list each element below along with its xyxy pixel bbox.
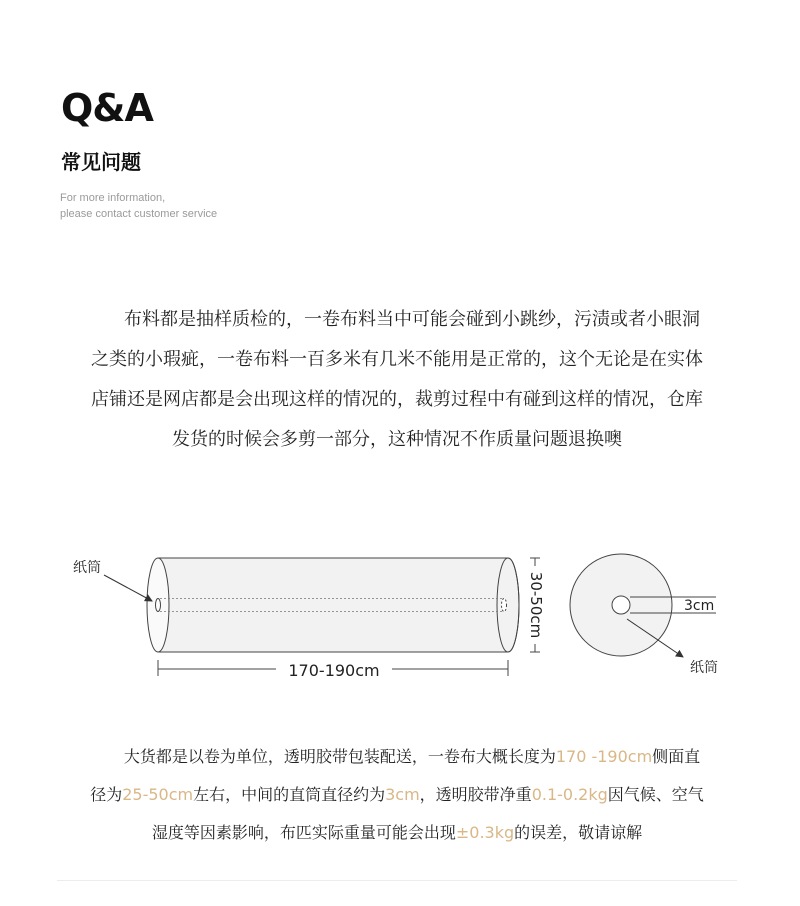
page-title: Q&A bbox=[61, 86, 153, 130]
page-subtitle: 常见问题 bbox=[61, 150, 141, 174]
tube-diameter-value: 3cm bbox=[385, 785, 420, 804]
shipping-info-text: 径为 bbox=[90, 785, 123, 804]
contact-note bbox=[60, 190, 217, 222]
tube-label-left: 纸筒 bbox=[73, 560, 101, 576]
shipping-info-text: ，透明胶带净重 bbox=[419, 785, 532, 804]
contact-note-line-2: please contact customer service bbox=[60, 208, 218, 220]
tube-label-right: 纸筒 bbox=[690, 660, 718, 676]
quality-notice-line: 店铺还是网店都是会出现这样的情况的，裁剪过程中有碰到这样的情况，仓库 bbox=[91, 389, 703, 410]
bottom-divider bbox=[57, 880, 737, 881]
shipping-info-text: 左右，中间的直筒直径约为 bbox=[193, 785, 386, 804]
shipping-info-text: 湿度等因素影响，布匹实际重量可能会出现 bbox=[151, 823, 456, 842]
shipping-info-text: 大货都是以卷为单位，透明胶带包装配送，一卷布大概长度为 bbox=[123, 747, 556, 766]
quality-notice-line: 发货的时候会多剪一部分，这种情况不作质量问题退换噢 bbox=[172, 429, 622, 450]
shipping-info-text: 侧面直 bbox=[652, 747, 701, 766]
roll-length-value: 170 -190cm bbox=[555, 747, 653, 766]
shipping-info-line bbox=[52, 776, 742, 814]
shipping-info-line bbox=[52, 738, 742, 776]
weight-tolerance-value: ±0.3kg bbox=[455, 823, 515, 842]
tape-weight-value: 0.1-0.2kg bbox=[531, 785, 608, 804]
contact-note-line-1: For more information, bbox=[60, 192, 166, 204]
height-label: 30-50cm bbox=[527, 571, 545, 639]
shipping-info-text: 因气候、空气 bbox=[607, 785, 704, 804]
shipping-info-text: 的误差，敬请谅解 bbox=[514, 823, 643, 842]
fabric-roll-diagram bbox=[0, 540, 800, 690]
quality-notice-line: 布料都是抽样质检的，一卷布料当中可能会碰到小跳纱，污渍或者小眼洞 bbox=[124, 309, 700, 330]
roll-diameter-value: 25-50cm bbox=[122, 785, 194, 804]
shipping-info-paragraph bbox=[52, 738, 742, 852]
quality-notice-paragraph bbox=[52, 300, 742, 460]
shipping-info-line bbox=[52, 814, 742, 852]
fabric-roll-side-view bbox=[147, 558, 519, 652]
quality-notice-line: 之类的小瑕疵，一卷布料一百多米有几米不能用是正常的，这个无论是在实体 bbox=[91, 349, 703, 370]
length-label: 170-190cm bbox=[288, 661, 380, 680]
inner-diameter-label: 3cm bbox=[684, 598, 715, 614]
left-tube-arrow bbox=[104, 575, 152, 601]
